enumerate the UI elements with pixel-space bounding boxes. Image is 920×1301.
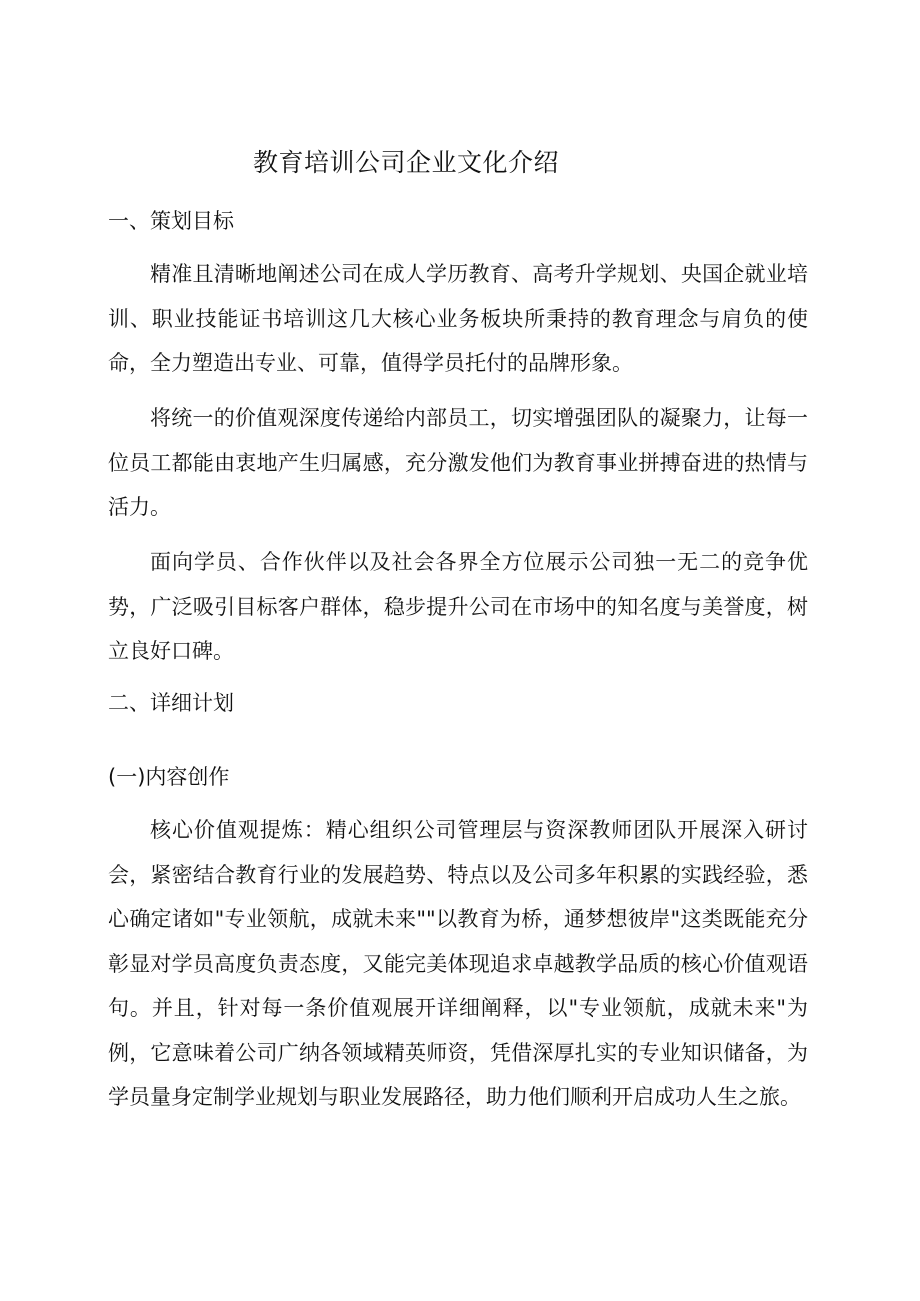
section-1-paragraph-1: 精准且清晰地阐述公司在成人学历教育、高考升学规划、央国企就业培训、职业技能证书培训这几大核心业务板块所秉持的教育理念与肩负的使命，全力塑造出专业、可靠，值得学员托付的品牌形象。: [108, 262, 808, 375]
section-1-heading: 一、策划目标: [108, 209, 234, 233]
section-1-paragraph-2: 将统一的价值观深度传递给内部员工，切实增强团队的凝聚力，让每一位员工都能由衷地产生归属感，充分激发他们为教育事业拼搏奋进的热情与活力。: [108, 406, 808, 519]
section-1-paragraph-3: 面向学员、合作伙伴以及社会各界全方位展示公司独一无二的竞争优势，广泛吸引目标客户群体，稳步提升公司在市场中的知名度与美誉度，树立良好口碑。: [108, 550, 808, 663]
document-title: 教育培训公司企业文化介绍: [252, 148, 559, 177]
section-2-heading: 二、详细计划: [108, 691, 234, 715]
section-2-subheading: (一)内容创作: [108, 765, 230, 789]
section-2-paragraph: 核心价值观提炼：精心组织公司管理层与资深教师团队开展深入研讨会，紧密结合教育行业的发展趋势、特点以及公司多年积累的实践经验，悉心确定诸如"专业领航，成就未来""以教育为桥，通梦想彼岸"这类既能充分彰显对学员高度负责态度，又能完美体现追求卓越教学品质的核心价值观语句。并且，针对每一条价值观展开详细阐释，以"专业领航，成就未来"为例，它意味着公司广纳各领域精英师资，凭借深厚扎实的专业知识储备，为学员量身定制学业规划与职业发展路径，助力他们顺利开启成功人生之旅。: [108, 818, 808, 1109]
